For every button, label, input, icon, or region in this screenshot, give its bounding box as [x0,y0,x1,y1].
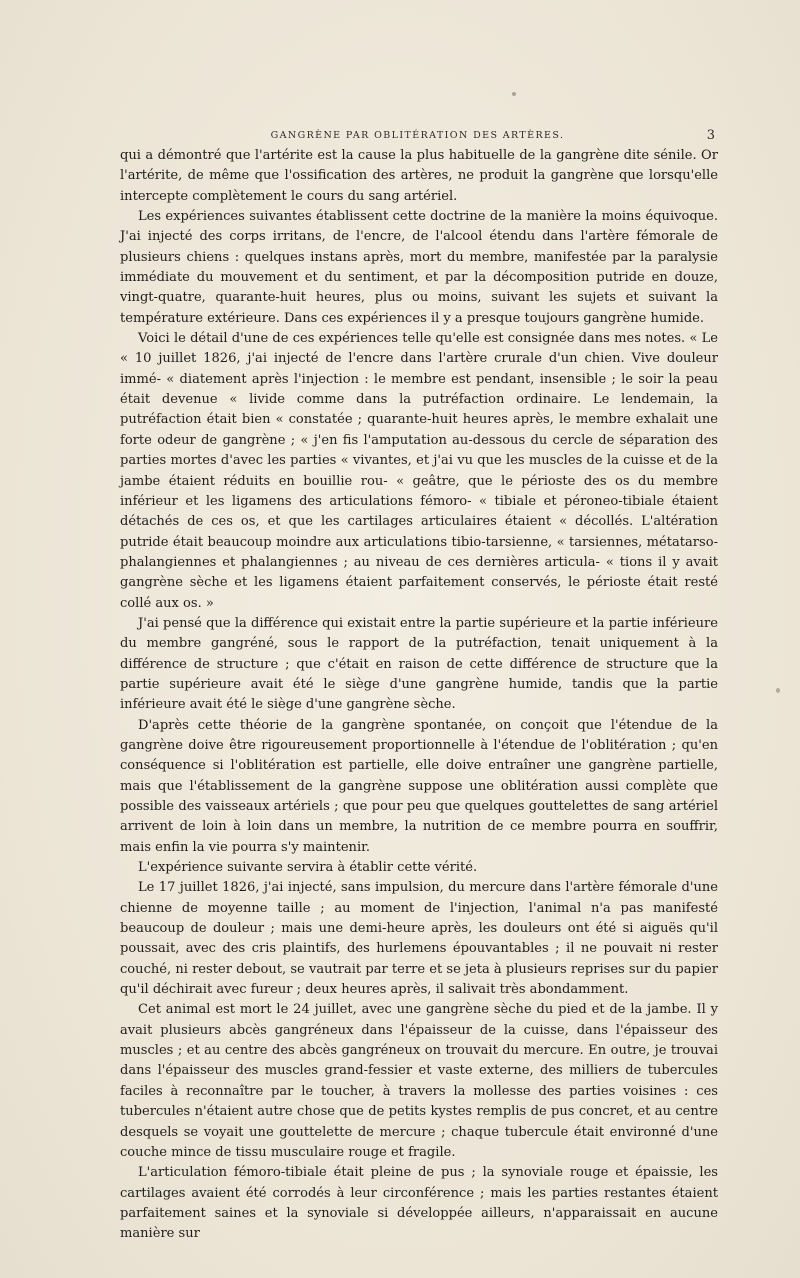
paragraph: Le 17 juillet 1826, j'ai injecté, sans impulsion, du mercure dans l'artère fémorale d'une chienne de moyenne taille ; au moment de l'injection, l'animal n'a pas manifesté beaucoup de douleur ; mais une demi-heure après, les douleurs ont été si aiguës qu'il poussait, avec des cris plaintifs, des hurlemens épouvantables ; il ne pouvait ni rester couché, ni rester debout, se vautrait par terre et se jeta à plusieurs reprises sur du papier qu'il déchirait avec fureur ; deux heures après, il salivait très abondamment. [120,880,718,998]
paragraph: L'expérience suivante servira à établir cette vérité. [138,860,478,876]
paragraph: J'ai pensé que la différence qui existait entre la partie supérieure et la partie inférieure du membre gangréné, sous le rapport de la putréfaction, tenait uniquement à la différence de structure ; que c'était en raison de cette différence de structure que la partie supérieure avait été le siège d'une gangrène humide, tandis que la partie inférieure avait été le siège d'une gangrène sèche. [120,615,718,713]
page-number: 3 [706,128,715,143]
margin-mark [776,688,780,693]
paragraph: Cet animal est mort le 24 juillet, avec une gangrène sèche du pied et de la jambe. Il y avait plusieurs abcès gangréneux dans l'épaisseur de la cuisse, dans l'épaisseur des muscles ; et au centre des abcès gangréneux on trouvait du mercure. En outre, je trouvai dans l'épaisseur des muscles grand-fessier et vaste externe, des milliers de tubercules faciles à reconnaître par le toucher, à travers la mollesse des parties voisines : ces tubercules n'étaient autre chose que de petits kystes remplis de pus concret, et au centre desquels se voyait une gouttelette de mercure ; chaque tubercule était environné d'une couche mince de tissu musculaire rouge et fragile. [120,1002,718,1160]
paragraph: Les expériences suivantes établissent cette doctrine de la manière la moins équivoque. J'ai injecté des corps irritans, de l'encre, de l'alcool étendu dans l'artère fémorale de plusieurs chiens : quelques instans après, mort du membre, manifestée par la paralysie immédiate du mouvement et du sentiment, et par la décomposition putride en douze, vingt-quatre, quarante-huit heures, plus ou moins, suivant les sujets et suivant la température extérieure. Dans ces expériences il y a presque toujours gangrène humide. [120,209,718,326]
paragraph-experiment-notes: Voici le détail d'une de ces expériences telle qu'elle est consignée dans mes notes. « Le « 10 juillet 1826, j'ai injecté de l'encre dans l'artère crurale d'un chien. Vive douleur immé- « diatement après l'injection : le membre est pendant, insensible ; le soir la peau était devenue « livide comme dans la putréfaction ordinaire. Le lendemain, la putréfaction était bien « constatée ; quarante-huit heures après, le membre exhalait une forte odeur de gangrène ; « j'en fis l'amputation au-dessous du cercle de séparation des parties mortes d'avec les parties « vivantes, et j'ai vu que les muscles de la cuisse et de la jambe étaient réduits en bouillie rou- « geâtre, que le périoste des os du membre inférieur et les ligamens des articulations fémoro- « tibiale et péroneo-tibiale étaient détachés de ces os, et que les cartilages articulaires étaient « décollés. L'altération putride était beaucoup moindre aux articulations tibio-tarsienne, « tarsiennes, métatarso-phalangiennes et phalangiennes ; au niveau de ces dernières articula- « tions il y avait gangrène sèche et les ligamens étaient parfaitement conservés, le périoste était resté collé aux os. » [120,331,718,611]
body-text [120,146,718,1245]
paragraph: D'après cette théorie de la gangrène spontanée, on conçoit que l'étendue de la gangrène doive être rigoureusement proportionnelle à l'étendue de l'oblitération ; qu'en conséquence si l'oblitération est partielle, elle doive entraîner une gangrène partielle, mais que l'établissement de la gangrène suppose une oblitération aussi complète que possible des vaisseaux artériels ; que pour peu que quelques gouttelettes de sang artériel arrivent de loin à loin dans un membre, la nutrition de ce membre pourra en souffrir, mais enfin la vie pourra s'y maintenir. [120,717,718,855]
paragraph: L'articulation fémoro-tibiale était pleine de pus ; la synoviale rouge et épaissie, les cartilages avaient été corrodés à leur circonférence ; mais les parties restantes étaient parfaitement saines et la synoviale si développée ailleurs, n'apparaissait en aucune manière sur [120,1165,718,1242]
running-title: GANGRÈNE PAR OBLITÉRATION DES ARTÈRES. [270,130,565,141]
running-head [120,128,715,146]
ink-speck [512,92,516,96]
paragraph-continuation: qui a démontré que l'artérite est la cause la plus habituelle de la gangrène dite sénile. Or l'artérite, de même que l'ossification des artères, ne produit la gangrène que lorsqu'elle intercepte complètement le cours du sang artériel. [120,148,718,204]
